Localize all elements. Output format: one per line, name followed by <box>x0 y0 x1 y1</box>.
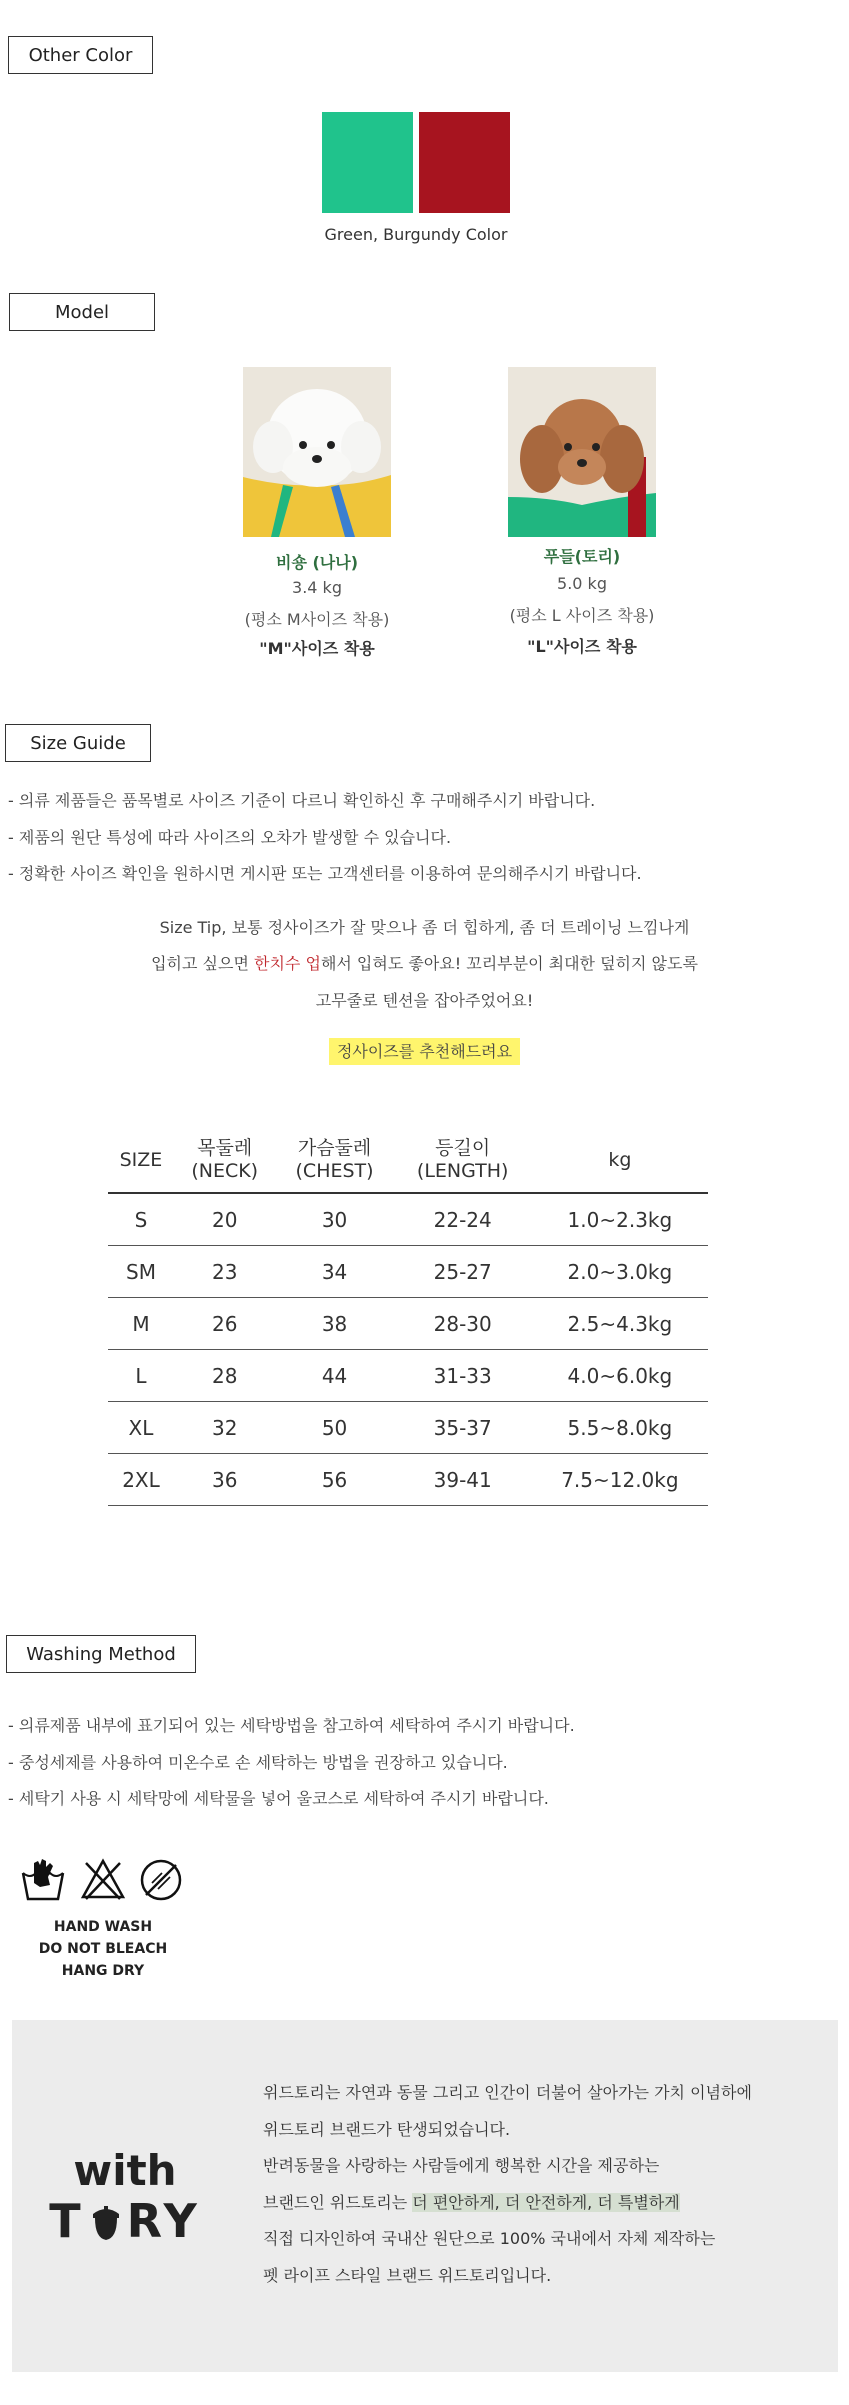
care-do-not-bleach: DO NOT BLEACH <box>38 1941 168 1957</box>
size-table-header-cell: 목둘레 (NECK) <box>174 1128 276 1193</box>
washing-method-label: Washing Method <box>6 1635 196 1673</box>
table-cell: M <box>108 1298 174 1350</box>
table-cell: 28 <box>174 1350 276 1402</box>
table-cell: 32 <box>174 1402 276 1454</box>
size-note-3: - 정확한 사이즈 확인을 원하시면 게시판 또는 고객센터를 이용하여 문의해주시기 바랍니다. <box>8 864 642 883</box>
recommend-highlight: 정사이즈를 추천해드려요 <box>329 1038 520 1065</box>
brand-line-4 <box>263 2190 680 2213</box>
size-table-header-cell: 가슴둘레 (CHEST) <box>275 1128 393 1193</box>
table-cell: XL <box>108 1402 174 1454</box>
wash-note-3: - 세탁기 사용 시 세탁망에 세탁물을 넣어 울코스로 세탁하여 주시기 바랍니다. <box>8 1789 549 1808</box>
size-note-2: - 제품의 원단 특성에 따라 사이즈의 오차가 발생할 수 있습니다. <box>8 828 452 847</box>
logo-t: T <box>49 2194 85 2248</box>
table-cell: 35-37 <box>394 1402 532 1454</box>
table-cell: 30 <box>275 1193 393 1246</box>
color-caption: Green, Burgundy Color <box>324 225 508 244</box>
wash-note-1: - 의류제품 내부에 표기되어 있는 세탁방법을 참고하여 세탁하여 주시기 바랍니다. <box>8 1716 575 1735</box>
table-cell: 2.5~4.3kg <box>532 1298 708 1350</box>
table-row <box>108 1454 708 1506</box>
brand-line-3: 반려동물을 사랑하는 사람들에게 행복한 시간을 제공하는 <box>263 2156 660 2175</box>
table-cell: L <box>108 1350 174 1402</box>
dog1-weight: 3.4 kg <box>292 578 342 597</box>
size-tip-line-3: 고무줄로 텐션을 잡아주었어요! <box>315 991 534 1010</box>
size-table-header-cell: 등길이 (LENGTH) <box>394 1128 532 1193</box>
care-hang-dry: HANG DRY <box>61 1963 145 1979</box>
acorn-icon <box>89 2200 123 2242</box>
dog1-name: 비숑 (나나) <box>275 553 359 572</box>
table-row <box>108 1402 708 1454</box>
size-table-header <box>108 1128 708 1193</box>
wash-note-2: - 중성세제를 사용하여 미온수로 손 세탁하는 방법을 권장하고 있습니다. <box>8 1753 508 1772</box>
brand-box <box>12 2020 838 2372</box>
table-row <box>108 1193 708 1246</box>
size-guide-label: Size Guide <box>5 724 151 762</box>
table-cell: SM <box>108 1246 174 1298</box>
burgundy-swatch <box>419 112 510 213</box>
hand-wash-icon <box>20 1857 66 1903</box>
table-cell: 23 <box>174 1246 276 1298</box>
size-table-header-cell: SIZE <box>108 1128 174 1193</box>
brand-line-4-pre: 브랜드인 위드토리는 <box>263 2193 413 2212</box>
table-cell: 28-30 <box>394 1298 532 1350</box>
table-cell: 44 <box>275 1350 393 1402</box>
size-table <box>108 1128 708 1506</box>
table-cell: 4.0~6.0kg <box>532 1350 708 1402</box>
table-row <box>108 1246 708 1298</box>
table-cell: 5.5~8.0kg <box>532 1402 708 1454</box>
dog2-name: 푸들(토리) <box>543 547 621 566</box>
dog1-wearing-size: "M"사이즈 착용 <box>259 639 375 658</box>
brand-line-5: 직접 디자인하여 국내산 원단으로 100% 국내에서 자체 제작하는 <box>263 2229 716 2248</box>
size-up-highlight: 한치수 업 <box>254 954 321 973</box>
poodle-photo <box>508 367 656 537</box>
table-cell: 31-33 <box>394 1350 532 1402</box>
table-cell: 25-27 <box>394 1246 532 1298</box>
size-tip-line-2 <box>0 951 849 974</box>
recommend-badge <box>0 1039 849 1062</box>
table-cell: 50 <box>275 1402 393 1454</box>
model-label: Model <box>9 293 155 331</box>
dog1-usual-size: (평소 M사이즈 착용) <box>244 610 390 629</box>
other-color-label: Other Color <box>8 36 153 74</box>
do-not-bleach-icon <box>80 1857 126 1903</box>
brand-line-4-highlight: 더 편안하게, 더 안전하게, 더 특별하게 <box>412 2193 680 2212</box>
dog2-weight: 5.0 kg <box>557 574 607 593</box>
table-cell: 34 <box>275 1246 393 1298</box>
table-cell: 1.0~2.3kg <box>532 1193 708 1246</box>
table-cell: 39-41 <box>394 1454 532 1506</box>
care-hand-wash: HAND WASH <box>53 1919 153 1935</box>
table-cell: 2.0~3.0kg <box>532 1246 708 1298</box>
table-cell: 56 <box>275 1454 393 1506</box>
brand-line-1: 위드토리는 자연과 동물 그리고 인간이 더불어 살아가는 가치 이념하에 <box>263 2083 752 2102</box>
size-tip-line-2-post: 해서 입혀도 좋아요! 꼬리부분이 최대한 덮히지 않도록 <box>320 954 698 973</box>
size-tip-line-2-pre: 입히고 싶으면 <box>151 954 255 973</box>
table-cell: 22-24 <box>394 1193 532 1246</box>
dog2-wearing-size: "L"사이즈 착용 <box>527 637 637 656</box>
size-table-header-cell: kg <box>532 1128 708 1193</box>
table-cell: 20 <box>174 1193 276 1246</box>
dog2-usual-size: (평소 L 사이즈 착용) <box>509 606 655 625</box>
logo-with: with <box>73 2146 177 2195</box>
logo-tory <box>49 2194 201 2248</box>
table-row <box>108 1298 708 1350</box>
table-cell: 2XL <box>108 1454 174 1506</box>
size-tip-line-1: Size Tip, 보통 정사이즈가 잘 맞으나 좀 더 힙하게, 좀 더 트레이닝 느낌나게 <box>159 918 690 937</box>
table-row <box>108 1350 708 1402</box>
bichon-photo <box>243 367 391 537</box>
table-cell: S <box>108 1193 174 1246</box>
hang-dry-icon <box>138 1857 184 1903</box>
table-cell: 7.5~12.0kg <box>532 1454 708 1506</box>
table-cell: 36 <box>174 1454 276 1506</box>
table-cell: 26 <box>174 1298 276 1350</box>
brand-logo <box>49 2146 201 2248</box>
brand-line-6: 펫 라이프 스타일 브랜드 위드토리입니다. <box>263 2266 552 2285</box>
green-swatch <box>322 112 413 213</box>
table-cell: 38 <box>275 1298 393 1350</box>
logo-ry: RY <box>126 2194 201 2248</box>
brand-line-2: 위드토리 브랜드가 탄생되었습니다. <box>263 2120 511 2139</box>
size-note-1: - 의류 제품들은 품목별로 사이즈 기준이 다르니 확인하신 후 구매해주시기 바랍니다. <box>8 791 596 810</box>
